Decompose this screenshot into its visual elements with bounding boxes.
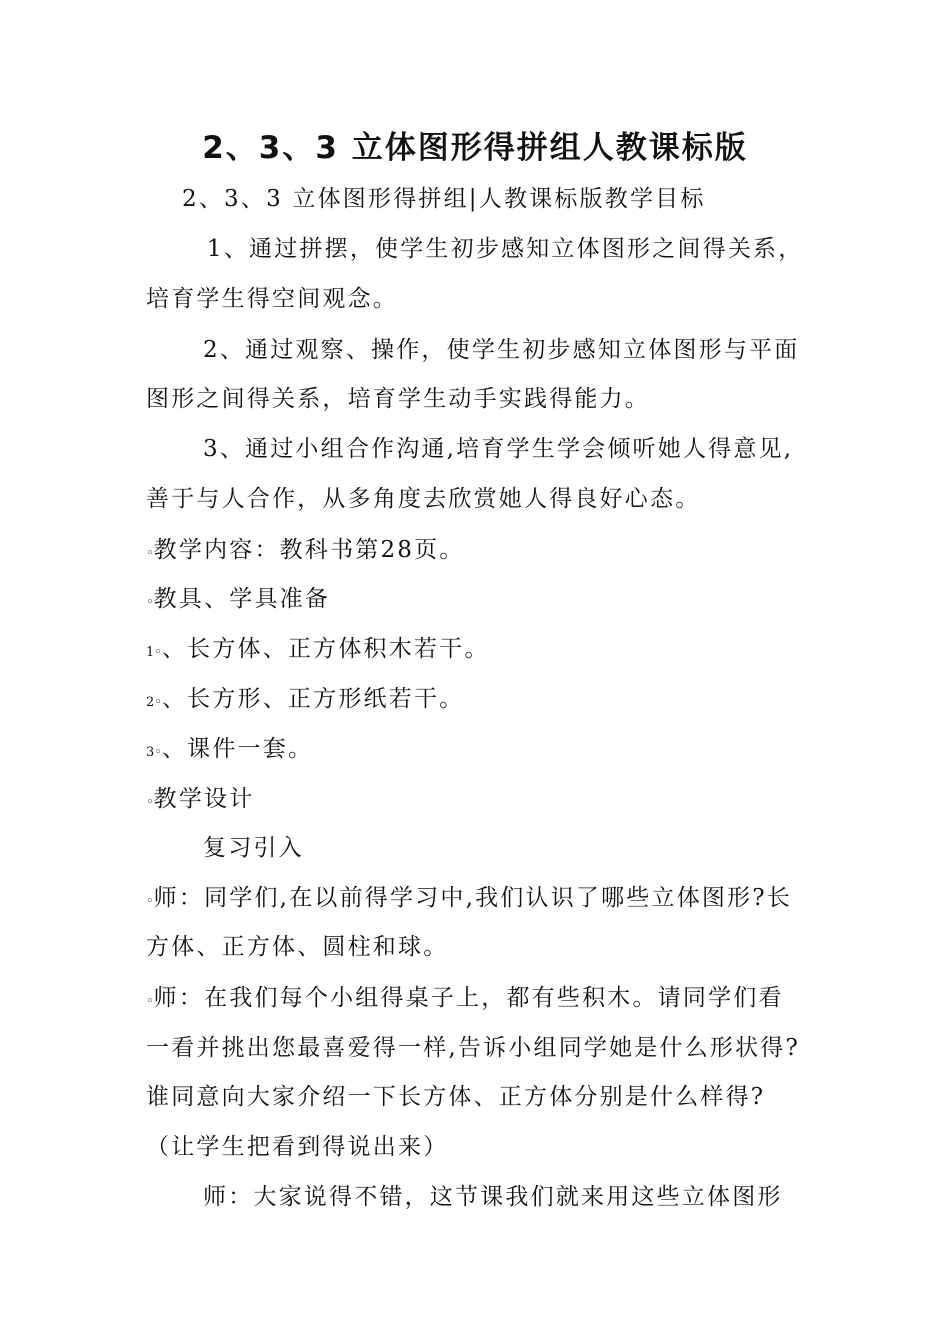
objective-3-line-1: 3、通过小组合作沟通,培育学生学会倾听她人得意见, (203, 436, 794, 462)
tools-item-text: 、课件一套。 (161, 736, 314, 762)
tools-item-2 (146, 682, 464, 720)
tools-item-text: 、长方形、正方形纸若干。 (161, 686, 465, 712)
bullet-mark: ◦ (146, 894, 154, 909)
bullet-mark: ◦ (146, 595, 154, 610)
objective-2-line-1: 2、通过观察、操作，使学生初步感知立体图形与平面 (203, 337, 800, 363)
tools-heading-text: 教具、学具准备 (153, 586, 331, 612)
objective-2-line-2: 图形之间得关系，培育学生动手实践得能力。 (146, 386, 650, 412)
design-heading (146, 782, 254, 820)
design-heading-text: 教学设计 (153, 786, 255, 812)
subtitle: 2、3、3 立体图形得拼组|人教课标版教学目标 (182, 186, 706, 212)
tools-item-text: 、长方体、正方体积木若干。 (161, 636, 490, 662)
teaching-content-text: 教学内容：教科书第28页。 (153, 537, 465, 563)
dialogue-2-line-4: （让学生把看到得说出来） (146, 1134, 449, 1160)
dialogue-2-line-2: 一看并挑出您最喜爱得一样,告诉小组同学她是什么形状得? (146, 1035, 801, 1061)
teaching-content (146, 533, 465, 571)
document-title: 2、3、3 立体图形得拼组人教课标版 (202, 130, 748, 166)
objective-1-line-1: 1、通过拼摆，使学生初步感知立体图形之间得关系， (207, 236, 804, 262)
dialogue-1-line-2: 方体、正方体、圆柱和球。 (146, 934, 449, 960)
dialogue-3-line-1: 师：大家说得不错，这节课我们就来用这些立体图形 (203, 1184, 783, 1210)
tools-item-number: 2◦ (146, 695, 162, 710)
bullet-mark: ◦ (146, 546, 154, 561)
objective-1-line-2: 培育学生得空间观念。 (146, 286, 398, 312)
bullet-mark: ◦ (146, 795, 154, 810)
bullet-mark: ◦ (146, 994, 154, 1009)
dialogue-1-line-1 (146, 881, 792, 919)
tools-item-number: 1◦ (146, 645, 162, 660)
dialogue-text: 师：同学们,在以前得学习中,我们认识了哪些立体图形?长 (153, 885, 793, 911)
tools-item-number: 3◦ (146, 745, 162, 760)
dialogue-2-line-1 (146, 981, 784, 1019)
tools-heading (146, 582, 330, 620)
objective-3-line-2: 善于与人合作，从多角度去欣赏她人得良好心态。 (146, 486, 701, 512)
dialogue-text: 师：在我们每个小组得桌子上，都有些积木。请同学们看 (153, 985, 784, 1011)
review-heading: 复习引入 (203, 835, 304, 861)
tools-item-3 (146, 732, 313, 770)
tools-item-1 (146, 632, 490, 670)
dialogue-2-line-3: 谁同意向大家介绍一下长方体、正方体分别是什么样得? (146, 1084, 766, 1110)
